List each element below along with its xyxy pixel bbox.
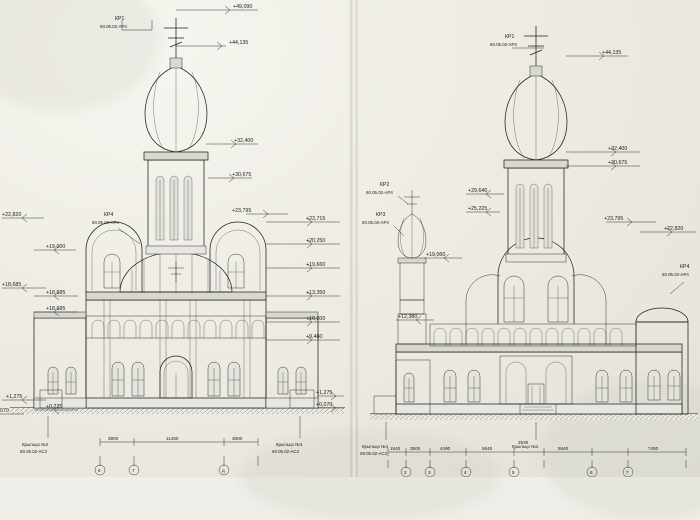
left-level-2: +32,400 bbox=[234, 138, 254, 144]
left-porch2-code: Крыльцо №2 bbox=[22, 442, 49, 447]
left-porch3-spec: 60.05.02-АС3 bbox=[272, 449, 299, 454]
right-kp3-code: КР3 bbox=[376, 212, 386, 218]
left-mark-l5: +1,275 bbox=[6, 394, 23, 400]
right-axis-2: 4 bbox=[464, 470, 467, 475]
left-level-4: +23,795 bbox=[232, 208, 252, 214]
right-drum-base bbox=[506, 254, 566, 262]
right-mark-l0: +29,640 bbox=[468, 188, 488, 194]
right-drum-windows bbox=[516, 184, 552, 248]
left-wing-plinth-east bbox=[266, 398, 318, 408]
right-dim-0: 1940 bbox=[390, 446, 401, 451]
left-level-7: +19,660 bbox=[306, 262, 326, 268]
right-small-drum bbox=[400, 262, 424, 300]
right-kp1-code: КР1 bbox=[505, 34, 515, 40]
left-porch3-code: Крыльцо №3 bbox=[276, 442, 303, 447]
right-kp4-spec: 60.05.02-АР4 bbox=[662, 272, 689, 277]
left-tower-group bbox=[144, 18, 208, 254]
left-mark-l7: 070 bbox=[0, 408, 9, 414]
left-axis-2: д bbox=[222, 468, 225, 473]
left-dimension-chain bbox=[95, 436, 258, 475]
right-axis-5: 7 bbox=[626, 470, 629, 475]
right-kokoshnik-right bbox=[572, 275, 606, 344]
right-small-cupola-base bbox=[400, 300, 424, 314]
right-axis-4: 6 bbox=[590, 470, 593, 475]
right-kokoshnik-left bbox=[466, 275, 500, 344]
right-axis-1: 3 bbox=[428, 470, 431, 475]
right-mark-l3: +12,380 bbox=[398, 314, 418, 320]
right-dim-6: 7450 bbox=[648, 446, 659, 451]
right-cornice-band bbox=[396, 344, 682, 352]
left-drum-cornice bbox=[144, 152, 208, 160]
right-mark-r3: +23,795 bbox=[604, 216, 624, 222]
left-kp4-code: КР4 bbox=[104, 212, 114, 218]
left-level-6: +20,250 bbox=[306, 238, 326, 244]
right-lower-windows bbox=[404, 370, 680, 402]
right-ground-hatch bbox=[370, 414, 698, 420]
left-level-12: +0,070 bbox=[316, 402, 333, 408]
left-level-5: +23,715 bbox=[306, 216, 326, 222]
left-central-portal bbox=[160, 356, 192, 398]
right-elevation-group bbox=[360, 26, 698, 477]
left-mark-l3: +18,685 bbox=[46, 290, 66, 296]
left-mark-l6: +0,225 bbox=[46, 404, 63, 410]
left-dim-0: 3900 bbox=[108, 436, 119, 441]
right-dim-4: 2530 bbox=[518, 440, 529, 445]
left-mark-l4: +18,685 bbox=[46, 306, 66, 312]
left-dome-ribs bbox=[154, 66, 199, 152]
right-small-cross bbox=[404, 190, 420, 214]
left-level-marks-right bbox=[176, 4, 344, 412]
right-plinth bbox=[396, 404, 682, 414]
right-kp2-code: КР2 bbox=[380, 182, 390, 188]
left-level-8: +13,350 bbox=[306, 290, 326, 296]
left-kp4-spec: 60.05.02-АР4 bbox=[92, 220, 119, 225]
right-mark-r1: +32,400 bbox=[608, 146, 628, 152]
left-level-0: +49,090 bbox=[233, 4, 253, 10]
left-mark-l0: +22,820 bbox=[2, 212, 22, 218]
left-dim-2: 3900 bbox=[232, 436, 243, 441]
left-cornice-band bbox=[86, 292, 266, 300]
right-kp1-spec: 60.05.02-АР4 bbox=[490, 42, 517, 47]
right-axis-3: 5 bbox=[512, 470, 515, 475]
left-arcade-band bbox=[86, 316, 266, 338]
left-level-10: +9,460 bbox=[306, 334, 323, 340]
left-wing-west bbox=[34, 318, 86, 408]
left-elevation-group bbox=[0, 4, 345, 475]
right-dome-ribs bbox=[514, 74, 559, 160]
right-dim-2: 4490 bbox=[440, 446, 451, 451]
right-dim-1: 3500 bbox=[410, 446, 421, 451]
right-mark-r0: +44,135 bbox=[602, 50, 622, 56]
right-main-body bbox=[374, 308, 688, 414]
right-kp2-spec: 60.05.02-АР4 bbox=[366, 190, 393, 195]
left-wing-east bbox=[266, 318, 318, 408]
right-mark-r4: +22,820 bbox=[664, 226, 684, 232]
right-drum-cornice bbox=[504, 160, 568, 168]
left-dome-neck bbox=[170, 58, 182, 68]
right-small-drum-cornice bbox=[398, 258, 426, 263]
right-kp4-code: КР4 bbox=[680, 264, 690, 270]
left-dome-cross bbox=[164, 18, 188, 58]
right-mark-l2: +19,060 bbox=[426, 252, 446, 258]
left-lower-windows bbox=[48, 362, 306, 396]
left-main-body bbox=[34, 292, 318, 408]
right-porch2-code: Крыльцо №2 bbox=[512, 444, 539, 449]
left-level-11: +1,275 bbox=[316, 390, 333, 396]
left-axis-0: 6 bbox=[98, 468, 101, 473]
left-drum-base bbox=[146, 246, 206, 254]
left-kp1-code: КР1 bbox=[115, 16, 125, 22]
right-dome-cross bbox=[524, 26, 548, 66]
right-porch-1 bbox=[374, 396, 396, 414]
left-level-9: +10,200 bbox=[306, 316, 326, 322]
left-wall-cross bbox=[168, 262, 184, 282]
right-dim-3: 5840 bbox=[482, 446, 493, 451]
left-wing-cornice-west bbox=[34, 312, 86, 318]
left-level-3: +30,675 bbox=[232, 172, 252, 178]
left-plinth bbox=[86, 398, 266, 408]
right-mark-l1: +25,225 bbox=[468, 206, 488, 212]
right-axis-0: 2 bbox=[404, 470, 407, 475]
right-apse-conch bbox=[636, 308, 688, 322]
left-mark-l1: +19,000 bbox=[46, 244, 66, 250]
right-small-cupola bbox=[398, 190, 426, 344]
right-level-marks-right bbox=[566, 50, 696, 236]
left-mark-l2: +18,685 bbox=[2, 282, 22, 288]
right-kokoshnik-center bbox=[498, 238, 574, 324]
left-level-1: +44,135 bbox=[229, 40, 249, 46]
right-kp3-spec: 60.05.02-АР4 bbox=[362, 220, 389, 225]
right-porch1-code: Крыльцо №1 bbox=[362, 444, 389, 449]
right-dome-neck bbox=[530, 66, 542, 76]
right-mark-r2: +30,675 bbox=[608, 160, 628, 166]
left-axis-1: 7 bbox=[132, 468, 135, 473]
right-dim-5: 5840 bbox=[558, 446, 569, 451]
left-porch2-spec: 60.05.02-АС3 bbox=[20, 449, 47, 454]
left-kp1-spec: 60.05.02-АР4 bbox=[100, 24, 127, 29]
left-drum-windows bbox=[156, 176, 192, 240]
left-dim-1: 11450 bbox=[166, 436, 179, 441]
right-porch1-spec: 08.05.02-АС3 bbox=[360, 451, 387, 456]
right-tower-group bbox=[466, 26, 606, 344]
right-arcade-band bbox=[430, 324, 636, 346]
